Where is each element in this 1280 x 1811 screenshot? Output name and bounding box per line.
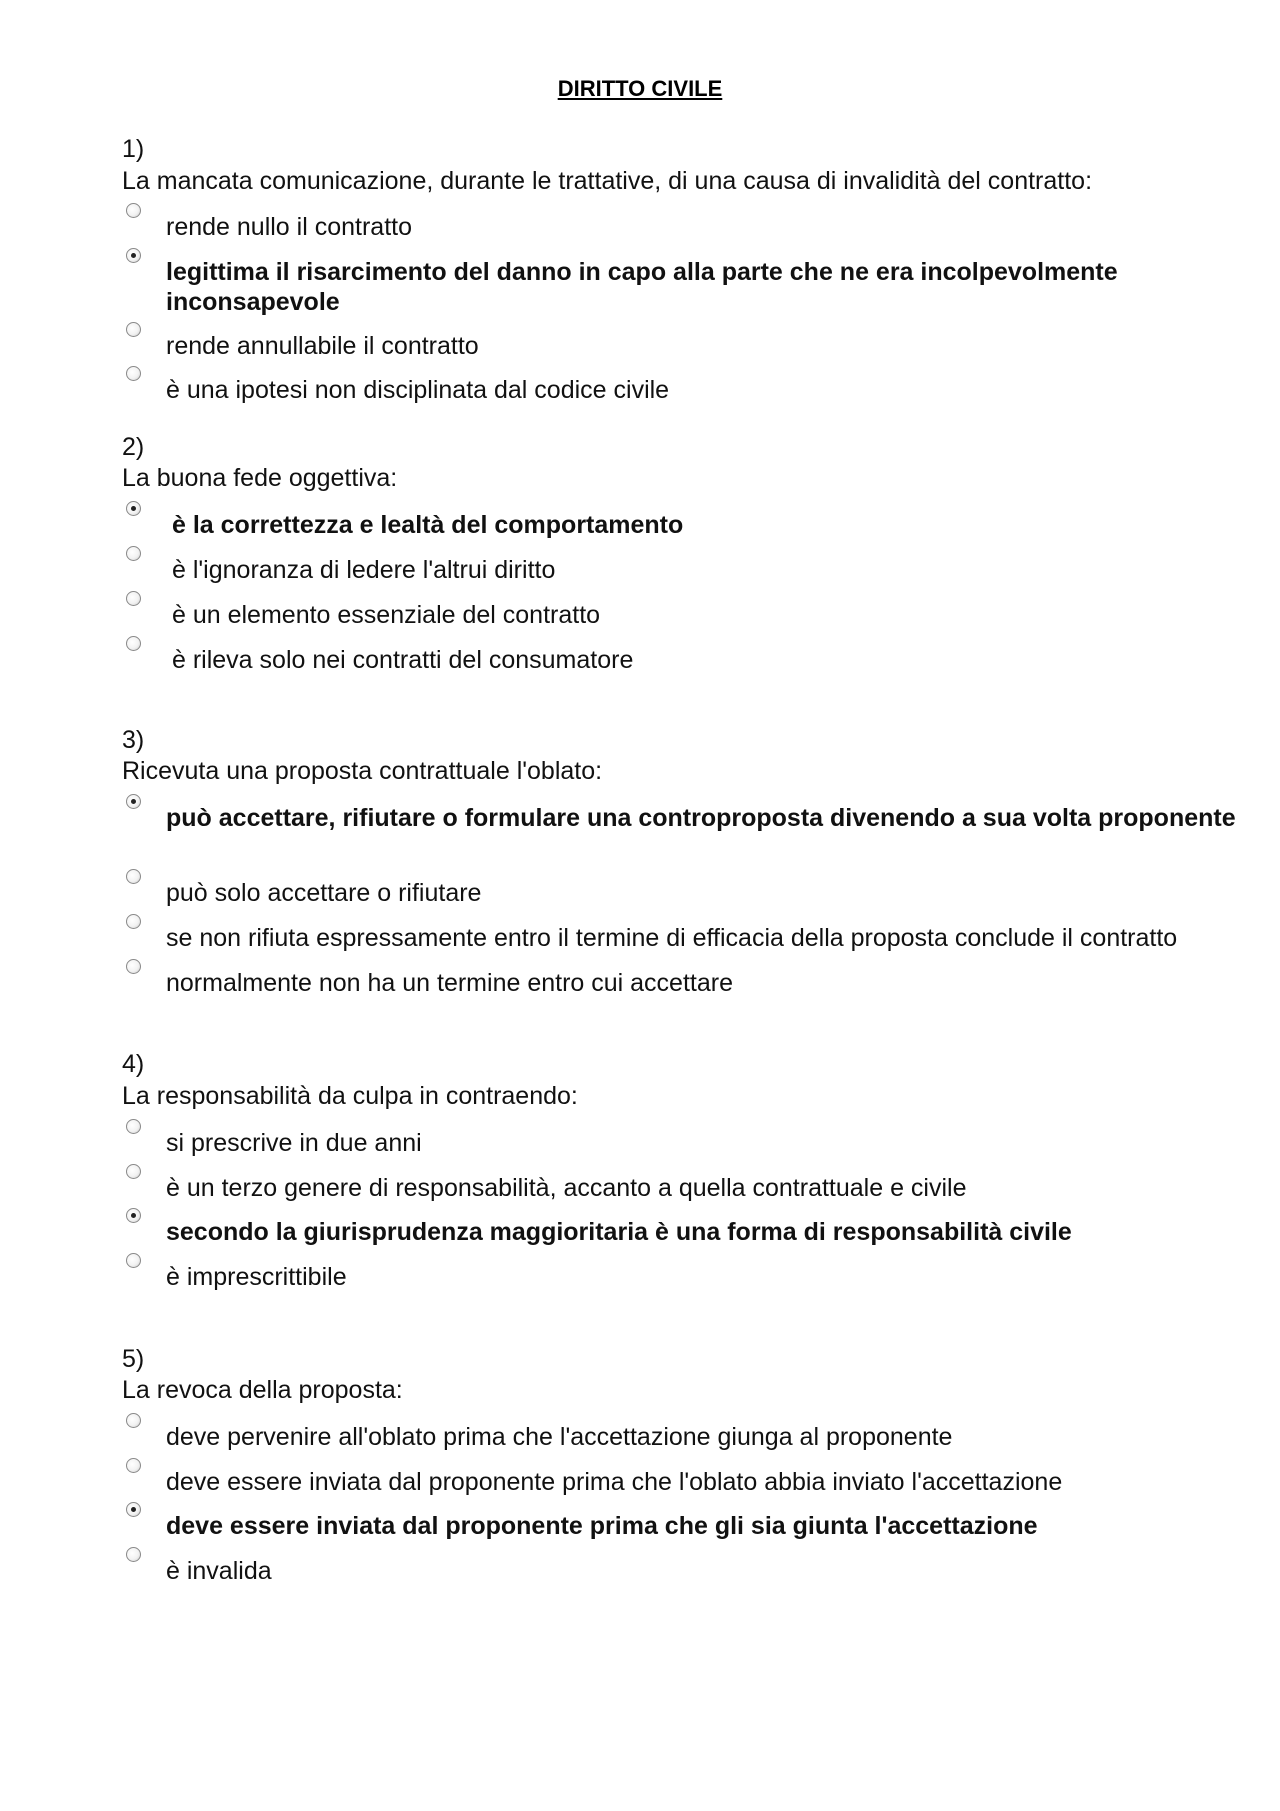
radio-button[interactable] xyxy=(126,869,141,884)
question-2-text: La buona fede oggettiva: xyxy=(122,464,398,492)
radio-button-selected[interactable] xyxy=(126,794,141,809)
document-title: DIRITTO CIVILE xyxy=(557,76,723,101)
radio-button[interactable] xyxy=(126,203,141,218)
radio-button[interactable] xyxy=(126,366,141,381)
question-1-text: La mancata comunicazione, durante le trattative, di una causa di invalidità del contratto: xyxy=(122,167,1093,195)
radio-button-selected[interactable] xyxy=(126,248,141,263)
radio-button[interactable] xyxy=(126,636,141,651)
radio-button[interactable] xyxy=(126,959,141,974)
question-5-text: La revoca della proposta: xyxy=(122,1376,403,1404)
question-4-text: La responsabilità da culpa in contraendo: xyxy=(122,1082,578,1110)
radio-button[interactable] xyxy=(126,322,141,337)
question-3-text: Ricevuta una proposta contrattuale l'oblato: xyxy=(122,757,603,785)
radio-button[interactable] xyxy=(126,1458,141,1473)
radio-button[interactable] xyxy=(126,1547,141,1562)
radio-button[interactable] xyxy=(126,914,141,929)
radio-button[interactable] xyxy=(126,591,141,606)
radio-button[interactable] xyxy=(126,1119,141,1134)
radio-button-selected[interactable] xyxy=(126,501,141,516)
question-5-number: 5) xyxy=(122,1345,145,1373)
question-2-number: 2) xyxy=(122,433,145,461)
radio-button[interactable] xyxy=(126,1253,141,1268)
radio-button-selected[interactable] xyxy=(126,1502,141,1517)
quiz-page: DIRITTO CIVILE 1) La mancata comunicazione, durante le trattative, di una causa di invalidità del contratto: rende nullo il contratto legittima il risarcimento del danno in capo alla parte che ne era incolpevolmente inconsapevole rende annullabile il contratto è una ipotesi non disciplinata dal codice civile 2) La buona fede oggettiva: è la correttezza e lealtà del comportamento è l'ignoranza di ledere l'altrui diritto è un elemento essenziale del contratto è rileva solo nei contratti del consumatore 3) Ricevuta una proposta contrattuale l'oblato: può accettare, rifiutare o formulare una controproposta divenendo a sua volta proponente può solo accettare o rifiutare se non rifiuta espressamente entro il termine di efficacia della proposta conclude il contratto normalmente non ha un termine entro cui accettare 4) La responsabilità da culpa in contraendo: si prescrive in due anni è un terzo genere di responsabilità, accanto a quella contrattuale e civile secondo la giurisprudenza maggioritaria è una forma di responsabilità civile è imprescrittibile 5) La revoca della proposta: deve pervenire all'oblato prima che l'accettazione giunga al proponente deve essere inviata dal proponente prima che l'oblato abbia inviato l'accettazione deve essere inviata dal proponente prima che gli sia giunta l'accettazione è invalida xyxy=(0,0,1280,1811)
radio-button-selected[interactable] xyxy=(126,1208,141,1223)
question-3-number: 3) xyxy=(122,726,145,754)
question-4-number: 4) xyxy=(122,1050,145,1078)
radio-button[interactable] xyxy=(126,546,141,561)
question-1-number: 1) xyxy=(122,135,145,163)
radio-button[interactable] xyxy=(126,1413,141,1428)
radio-button[interactable] xyxy=(126,1164,141,1179)
